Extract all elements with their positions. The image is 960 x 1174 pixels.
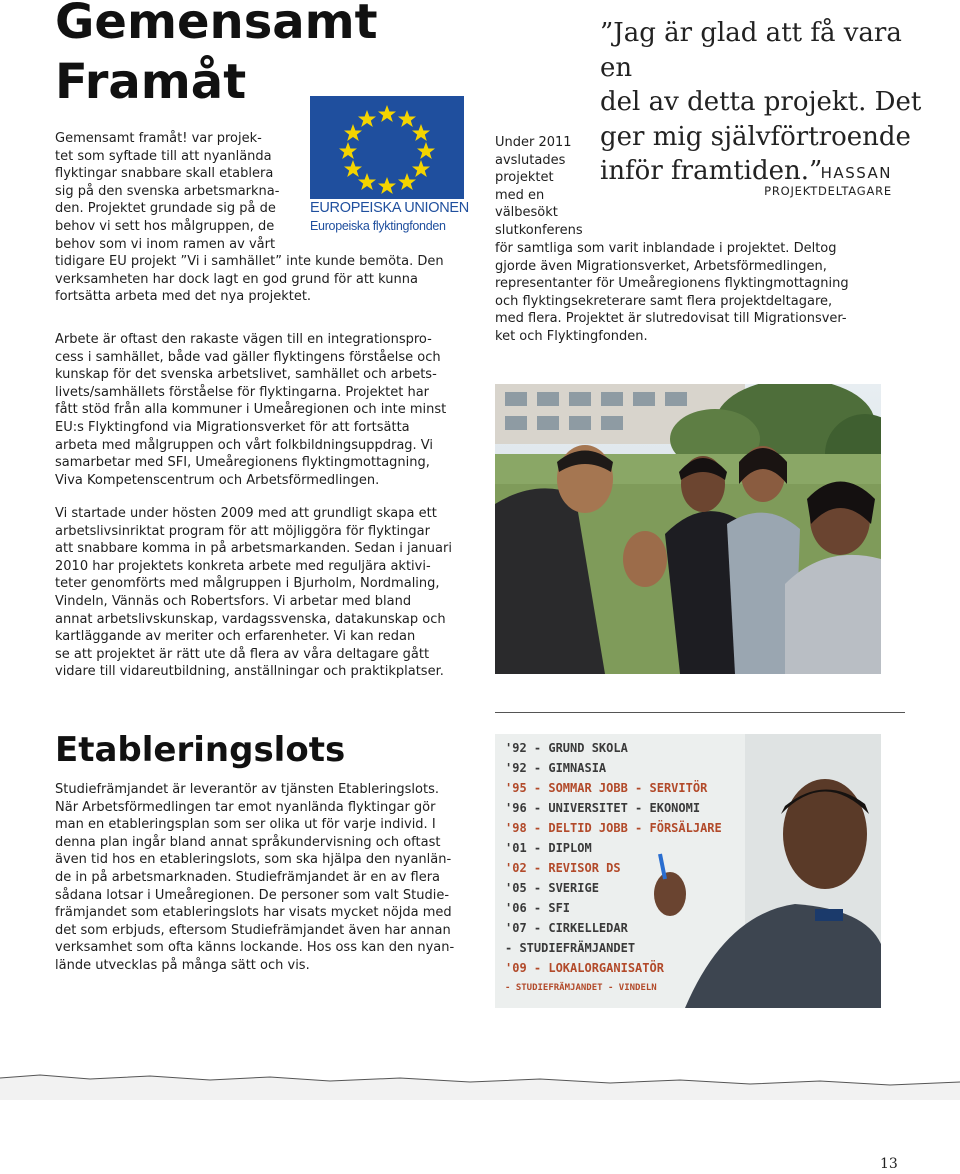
- quote-line: ger mig självförtroende: [600, 121, 911, 152]
- paragraph-line: se att projektet är rätt ute då flera av våra deltagare gått: [55, 646, 430, 662]
- paragraph-line: kunskap för det svenska arbetslivet, samhället och arbets-: [55, 367, 437, 383]
- paragraph-line: verksamhet som ofta känns lockande. Hos oss kan den nyan-: [55, 940, 455, 956]
- paragraph-line: livets/samhällets förståelse för flyktingarna. Projektet har: [55, 384, 430, 400]
- title-line-1: Gemensamt: [55, 0, 378, 50]
- paragraph-line: Arbete är oftast den rakaste vägen till en integrationspro-: [55, 332, 432, 347]
- paragraph-line: 2010 har projektets konkreta arbete med reguljära aktivi-: [55, 558, 431, 574]
- quote-line: ”Jag är glad att få vara en: [600, 18, 902, 83]
- intro-line: den. Projektet grundade sig på de: [55, 201, 276, 217]
- eu-logo-name: EUROPEISKA UNIONEN: [310, 200, 469, 216]
- paragraph-line: att snabbare komma in på arbetsmarkanden. Sedan i januari: [55, 541, 452, 557]
- whiteboard-photo: [495, 734, 881, 1008]
- paragraph-line: teter genomförts med målgruppen i Bjurholm, Nordmaling,: [55, 576, 440, 592]
- intro-line: flyktingar snabbare skall etablera: [55, 166, 274, 182]
- intro-line: tidigare EU projekt ”Vi i samhället” inte kunde bemöta. Den: [55, 254, 444, 270]
- paragraph-line: Vi startade under hösten 2009 med att grundligt skapa ett: [55, 506, 437, 521]
- paragraph-line: välbesökt: [495, 205, 558, 221]
- paragraph-line: främjandet som etableringslots har visats mycket nöjda med: [55, 905, 452, 921]
- paragraph-work: [55, 331, 475, 489]
- torn-paper-edge: [0, 1060, 960, 1100]
- whiteboard-line: '98 - DELTID JOBB - FÖRSÄLJARE: [505, 821, 722, 835]
- paragraph-line: samarbetar med SFI, Umeåregionens flyktingmottagning,: [55, 455, 430, 471]
- whiteboard-line: '02 - REVISOR DS: [505, 861, 621, 875]
- paragraph-line: fått stöd från alla kommuner i Umeåregionen och inte minst: [55, 402, 447, 418]
- paragraph-line: det som erbjuds, eftersom Studiefrämjandet även har annan: [55, 922, 451, 938]
- paragraph-line: denna plan ingår bland annat språkundervisning och oftast: [55, 834, 441, 850]
- section-divider: [495, 712, 905, 713]
- intro-line: tet som syftade till att nyanlända: [55, 148, 272, 164]
- conference-paragraph: [495, 240, 915, 346]
- paragraph-line: annat arbetslivskunskap, vardagssvenska, datakunskap och: [55, 611, 446, 627]
- intro-line: fortsätta arbeta med det nya projektet.: [55, 289, 312, 305]
- whiteboard-line: - STUDIEFRÄMJANDET - VINDELN: [505, 983, 657, 993]
- intro-paragraph: [55, 130, 475, 306]
- paragraph-line: lände utvecklas på många sätt och vis.: [55, 957, 310, 973]
- intro-line: Gemensamt framåt! var projek-: [55, 131, 262, 146]
- whiteboard-line: '96 - UNIVERSITET - EKONOMI: [505, 801, 701, 815]
- whiteboard-line: '95 - SOMMAR JOBB - SERVITÖR: [505, 781, 708, 795]
- whiteboard-line: - STUDIEFRÄMJANDET: [505, 941, 636, 955]
- paragraph-line: ket och Flyktingfonden.: [495, 328, 648, 344]
- whiteboard-line: '92 - GRUND SKOLA: [505, 741, 628, 755]
- quote-line: del av detta projekt. Det: [600, 87, 922, 117]
- intro-line: verksamheten har dock lagt en god grund för att kunna: [55, 271, 418, 287]
- paragraph-line: vidare till vidareutbildning, anställningar och praktikplatser.: [55, 664, 444, 680]
- pull-quote: [600, 16, 940, 189]
- paragraph-line: arbeta med målgruppen och vårt folkbildningsuppdrag. Vi: [55, 437, 434, 453]
- whiteboard-line: '09 - LOKALORGANISATÖR: [505, 961, 664, 975]
- paragraph-line: med flera. Projektet är slutredovisat till Migrationsver-: [495, 311, 847, 327]
- paragraph-line: för samtliga som varit inblandade i projektet. Deltog: [495, 241, 837, 256]
- whiteboard-line: '06 - SFI: [505, 901, 571, 915]
- paragraph-line: EU:s Flyktingfond via Migrationsverket för att fortsätta: [55, 419, 410, 435]
- paragraph-line: avslutades: [495, 152, 566, 168]
- paragraph-line: man en etableringsplan som ser olika ut för varje individ. I: [55, 817, 436, 833]
- quote-line: inför framtiden.”: [600, 156, 823, 186]
- quote-author-role: PROJEKTDELTAGARE: [764, 184, 892, 198]
- paragraph-line: med en: [495, 187, 545, 203]
- paragraph-line: och flyktingsekreterare samt flera projektdeltagare,: [495, 293, 833, 309]
- intro-line: behov som vi inom ramen av vårt: [55, 236, 276, 252]
- paragraph-line: även tid hos en etableringslots, som ska hjälpa den nyanlän-: [55, 852, 452, 868]
- paragraph-line: kartläggande av meriter och erfarenheter. Vi kan redan: [55, 629, 416, 645]
- paragraph-line: sådana lotsar i Umeåregionen. De personer som valt Studie-: [55, 887, 450, 903]
- paragraph-line: Studiefrämjandet är leverantör av tjänsten Etableringslots.: [55, 782, 439, 797]
- section-heading: Etableringslots: [55, 730, 346, 770]
- whiteboard-text: [505, 738, 745, 998]
- paragraph-line: Under 2011: [495, 135, 572, 150]
- page-number: 13: [880, 1156, 898, 1172]
- conference-paragraph-narrow: [495, 134, 605, 240]
- whiteboard-line: '92 - GIMNASIA: [505, 761, 607, 775]
- whiteboard-line: '05 - SVERIGE: [505, 881, 599, 895]
- paragraph-line: cess i samhället, både vad gäller flyktingens förståelse och: [55, 349, 441, 365]
- paragraph-line: de in på arbetsmarknaden. Studiefrämjandet är en av flera: [55, 869, 441, 885]
- paragraph-line: slutkonferens: [495, 222, 583, 238]
- paragraph-line: projektet: [495, 170, 554, 186]
- etableringslots-paragraph: [55, 781, 475, 975]
- paragraph-line: Vindeln, Vännäs och Robertsfors. Vi arbetar med bland: [55, 593, 412, 609]
- paragraph-line: representanter för Umeåregionens flyktingmottagning: [495, 276, 849, 292]
- intro-line: behov vi sett hos målgruppen, de: [55, 218, 275, 234]
- eu-logo-fund: Europeiska flyktingfonden: [310, 219, 446, 233]
- paragraph-line: gjorde även Migrationsverket, Arbetsförmedlingen,: [495, 258, 827, 274]
- whiteboard-line: '07 - CIRKELLEDAR: [505, 921, 628, 935]
- paragraph-line: När Arbetsförmedlingen tar emot nyanlända flyktingar gör: [55, 799, 436, 815]
- quote-author: HASSAN: [820, 164, 892, 182]
- whiteboard-line: '01 - DIPLOM: [505, 841, 592, 855]
- paragraph-line: arbetslivsinriktat program för att möjliggöra för flyktingar: [55, 523, 430, 539]
- paragraph-line: Viva Kompetenscentrum och Arbetsförmedlingen.: [55, 472, 380, 488]
- intro-line: sig på den svenska arbetsmarkna-: [55, 183, 280, 199]
- title-line-2: Framåt: [55, 54, 247, 110]
- group-photo: [495, 384, 881, 674]
- paragraph-start: [55, 505, 475, 681]
